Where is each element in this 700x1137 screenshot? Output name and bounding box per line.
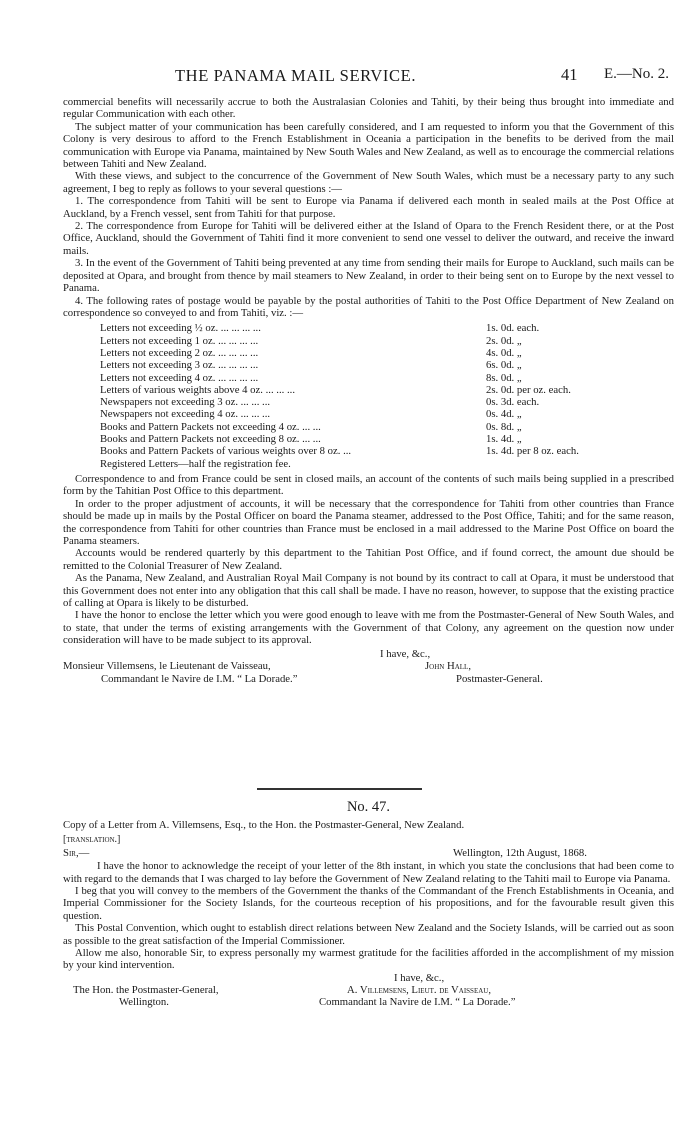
rate-value: 0s. 3d. each. (486, 396, 540, 409)
rate-row (100, 408, 620, 420)
rate-row (100, 384, 620, 396)
signer-line-2: Commandant la Navire de I.M. “ La Dorade.” (319, 995, 516, 1008)
header-title: THE PANAMA MAIL SERVICE. (175, 66, 417, 85)
signer-line-1: A. Villemsens, Lieut. de Vaisseau, (347, 983, 491, 996)
addressee-line-2: Commandant le Navire de I.M. “ La Dorade.” (101, 672, 298, 685)
page-number: 41 (561, 65, 578, 84)
paragraph-acknowledge: I have the honor to acknowledge the receipt of your letter of the 8th instant, in which you state the conclusions that had been come to with regard to the demands that I was charged to lay before the Government of New Zealand relating to the Tahiti mail to Europe via Panama. (63, 860, 674, 885)
paragraph-subject: The subject matter of your communication has been carefully considered, and I am requested to inform you that the Government of this Colony is very desirous to afford to the French Establishment in Oceania a participation in the benefits to be derived from the mail communication with Europe via Panama, maintained by New South Wales and New Zealand, as well as to encourage the commercial relations between Tahiti and New Zealand. (63, 120, 674, 171)
rate-description: Books and Pattern Packets not exceeding 4 oz. ... ... (100, 420, 321, 433)
rate-row (100, 396, 620, 408)
paragraph-enclose: I have the honor to enclose the letter which you were good enough to leave with me from the Postmaster-General of New South Wales, and to state, that under the terms of existing arrangements with the Government of that Colony, any agreement on the question now under consideration will have to be made subject to its approval. (63, 609, 674, 647)
rate-description: Newspapers not exceeding 4 oz. ... ... ... (100, 408, 271, 421)
rate-value: 0s. 8d. „ (486, 420, 522, 433)
rate-row (100, 421, 620, 433)
closing-2: I have, &c., (394, 971, 445, 984)
addressee-line-1: Monsieur Villemsens, le Lieutenant de Vaisseau, (63, 659, 271, 672)
rate-description: Newspapers not exceeding 3 oz. ... ... ... (100, 396, 271, 409)
paragraph-views: With these views, and subject to the concurrence of the Government of New South Wales, which must be a necessary party to any such agreement, I beg to reply as follows to your several questions :— (63, 170, 674, 195)
paragraph-order: In order to the proper adjustment of accounts, it will be necessary that the correspondence for Tahiti from other countries than France should be made up in mails by the Postal Officer on board the Panama steamer, addressed to the Post Office, Tahiti; and for the same reason, the correspondence from Tahiti for other countries than France must be enclosed in a mail addressed to the Marine Post Office on board the Panama steamers. (63, 497, 674, 547)
rate-row (100, 445, 620, 457)
rate-description: Letters not exceeding 2 oz. ... ... ... ... (100, 346, 259, 359)
running-header (0, 66, 700, 88)
rate-row (100, 372, 620, 384)
rate-value: 4s. 0d. „ (486, 346, 522, 359)
rate-description: Books and Pattern Packets of various weights over 8 oz. ... (100, 445, 352, 458)
document-reference: E.—No. 2. (604, 66, 669, 82)
paragraph-item-3: 3. In the event of the Government of Tahiti being prevented at any time from sending their mails for Europe to Auckland, such mails can be deposited at Opara, and brought from thence by mail steamers to New Zealand, in order to their being sent on to Europe by the next vessel to Panama. (63, 257, 674, 295)
paragraph-accounts: Accounts would be rendered quarterly by this department to the Tahitian Post Office, and if found correct, the amount due should be remitted to the Colonial Treasurer of New Zealand. (63, 547, 674, 572)
paragraph-france: Correspondence to and from France could be sent in closed mails, an account of the contents of such mails being supplied in a prescribed form by the Tahitian Post Office to this department. (63, 472, 674, 498)
signature-block-2 (63, 972, 674, 1012)
rate-value: 0s. 4d. „ (486, 408, 522, 421)
salutation-row (63, 847, 674, 860)
section-divider (257, 788, 422, 790)
paragraph-company: As the Panama, New Zealand, and Australian Royal Mail Company is not bound by its contract to call at Opara, it must be understood that this Government does not enter into any obligation that this call shall be made. I have no reason, however, to suppose that the existing practice of calling at Opara is likely to be disturbed. (63, 572, 674, 609)
signer-name: John Hall, (425, 659, 471, 672)
paragraph-item-4: 4. The following rates of postage would be payable by the postal authorities of Tahiti to the Post Office Department of New Zealand on correspondence so conveyed to and from Tahiti, viz. :— (63, 294, 674, 319)
paragraph-allow: Allow me also, honorable Sir, to express personally my warmest gratitude for the facilities afforded in the accomplishment of my mission by your kind intervention. (63, 947, 674, 972)
translation-note: [translation.] (63, 833, 121, 845)
paragraph-convey: I beg that you will convey to the members of the Government the thanks of the Commandant of the French Establishments in Oceania, and Imperial Commissioner for the Society Islands, for the courteous reception of his propositions, and for the favourable result given this question. (63, 885, 674, 922)
rate-value: 1s. 0d. each. (486, 322, 540, 335)
rate-description: Letters not exceeding 1 oz. ... ... ... ... (100, 334, 259, 347)
registered-letters-note: Registered Letters—half the registration fee. (100, 457, 291, 470)
place-date: Wellington, 12th August, 1868. (453, 847, 587, 860)
rate-row (100, 335, 620, 347)
rate-value: 8s. 0d. „ (486, 371, 522, 384)
rate-value: 1s. 4d. per 8 oz. each. (486, 445, 579, 458)
letter-47 (63, 801, 674, 1012)
rate-row (100, 322, 620, 334)
rate-description: Letters not exceeding 4 oz. ... ... ... ... (100, 371, 259, 384)
addressee-line-1: The Hon. the Postmaster-General, (73, 983, 219, 996)
signature-block (63, 648, 674, 700)
rate-description: Letters of various weights above 4 oz. ... ... ... (100, 383, 295, 396)
closing: I have, &c., (380, 647, 431, 660)
rate-description: Letters not exceeding ½ oz. ... ... ... ... (100, 322, 261, 335)
rate-value: 1s. 4d. „ (486, 432, 522, 445)
rate-value: 2s. 0d. per oz. each. (486, 383, 571, 396)
rate-value: 6s. 0d. „ (486, 359, 522, 372)
rate-description: Letters not exceeding 3 oz. ... ... ... ... (100, 359, 259, 372)
letter-caption: Copy of a Letter from A. Villemsens, Esq., to the Hon. the Postmaster-General, New Zealand. (63, 819, 465, 832)
paragraph-item-2: 2. The correspondence from Europe for Tahiti will be delivered either at the Island of Opara to the French Resident there, or at the Post Office, Auckland, should the Government of Tahiti find it more convenient to send one vessel to deliver the outward, and receive the inward mails. (63, 220, 674, 257)
addressee-line-2: Wellington. (119, 995, 169, 1008)
paragraph-postal-convention: This Postal Convention, which ought to establish direct relations between New Zealand and the Society Islands, will be carried out as soon as possible to the great satisfaction of the Imperial Commissioner. (63, 922, 674, 947)
rate-value: 2s. 0d. „ (486, 334, 522, 347)
rate-row (100, 433, 620, 445)
rate-row (100, 347, 620, 359)
letter-number: No. 47. (346, 799, 391, 815)
paragraph-item-1: 1. The correspondence from Tahiti will be sent to Europe via Panama if delivered each month in sealed mails at the Post Office at Auckland, by a French vessel, sent from Tahiti for that purpose. (63, 195, 674, 220)
letter-46-body (63, 96, 674, 700)
paragraph-intro: commercial benefits will necessarily accrue to both the Australasian Colonies and Tahiti, by their being thus brought into immediate and regular Communication with each other. (63, 96, 674, 121)
signer-title: Postmaster-General. (456, 672, 543, 685)
rate-row (100, 359, 620, 371)
salutation: Sir,— (63, 847, 90, 860)
postage-rates-table (100, 322, 620, 470)
rate-description: Books and Pattern Packets not exceeding 8 oz. ... ... (100, 432, 321, 445)
